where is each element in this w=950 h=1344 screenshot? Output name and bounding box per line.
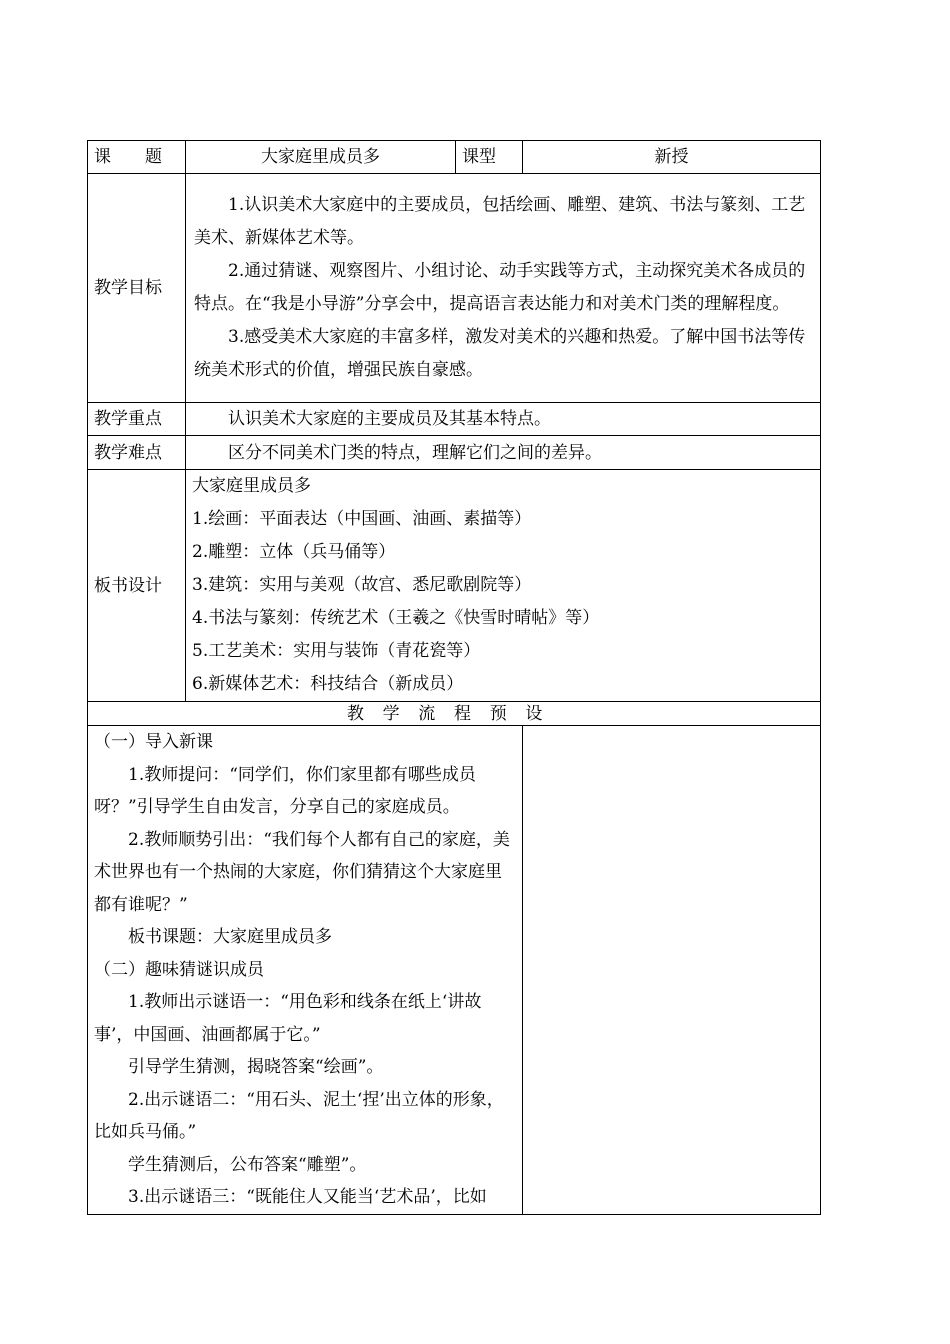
board-line: 5.工艺美术：实用与装饰（青花瓷等） bbox=[192, 641, 481, 661]
process-title: 教学流程预设 bbox=[346, 703, 562, 724]
process-notes-column bbox=[523, 726, 821, 1215]
board-row bbox=[88, 470, 821, 702]
difficulties-row bbox=[88, 436, 821, 470]
lesson-type-label: 课型 bbox=[456, 141, 523, 174]
lesson-type-value: 新授 bbox=[523, 141, 821, 174]
process-line: （一）导入新课 bbox=[94, 732, 213, 752]
board-line: 1.绘画：平面表达（中国画、油画、素描等） bbox=[192, 509, 532, 529]
board-line: 2.雕塑：立体（兵马俑等） bbox=[192, 542, 396, 562]
process-title-cell bbox=[88, 702, 821, 726]
topic-label: 课 题 bbox=[88, 141, 186, 174]
board-line: 3.建筑：实用与美观（故宫、悉尼歌剧院等） bbox=[192, 575, 532, 595]
key-points-content bbox=[186, 403, 821, 436]
objectives-row bbox=[88, 174, 821, 403]
key-points-label: 教学重点 bbox=[88, 403, 186, 436]
process-line: 学生猜测后，公布答案“雕塑”。 bbox=[128, 1154, 367, 1175]
objective-item: 1.认识美术大家庭中的主要成员，包括绘画、雕塑、建筑、书法与篆刻、工艺美术、新媒体艺术等。 bbox=[194, 195, 806, 248]
process-title-row bbox=[88, 702, 821, 726]
process-line: 1.教师提问：“同学们，你们家里都有哪些成员呀？”引导学生自由发言，分享自己的家庭成员。 bbox=[94, 764, 476, 817]
lesson-plan-table bbox=[87, 140, 821, 1215]
board-line: 大家庭里成员多 bbox=[192, 476, 311, 496]
process-content bbox=[88, 726, 523, 1215]
objective-item: 3.感受美术大家庭的丰富多样，激发对美术的兴趣和热爱。了解中国书法等传统美术形式的价值，增强民族自豪感。 bbox=[194, 327, 806, 380]
process-line: 1.教师出示谜语一：“用色彩和线条在纸上‘讲故事’，中国画、油画都属于它。” bbox=[94, 992, 482, 1045]
objective-item: 2.通过猜谜、观察图片、小组讨论、动手实践等方式，主动探究美术各成员的特点。在“我是小导游”分享会中，提高语言表达能力和对美术门类的理解程度。 bbox=[194, 261, 806, 314]
process-line: 板书课题：大家庭里成员多 bbox=[128, 927, 332, 947]
objectives-content bbox=[186, 174, 821, 403]
process-line: 3.出示谜语三：“既能住人又能当‘艺术品’，比如 bbox=[128, 1187, 487, 1207]
board-line: 6.新媒体艺术：科技结合（新成员） bbox=[192, 674, 464, 694]
difficulties-label: 教学难点 bbox=[88, 436, 186, 470]
process-line: 2.教师顺势引出：“我们每个人都有自己的家庭，美术世界也有一个热闹的大家庭，你们猜猜这个大家庭里都有谁呢？” bbox=[94, 829, 510, 915]
process-line: 引导学生猜测，揭晓答案“绘画”。 bbox=[128, 1057, 384, 1077]
difficulties-content bbox=[186, 436, 821, 470]
header-row bbox=[88, 141, 821, 174]
objectives-label: 教学目标 bbox=[88, 174, 186, 403]
process-line: 2.出示谜语二：“用石头、泥土‘捏’出立体的形象，比如兵马俑。” bbox=[94, 1089, 504, 1142]
key-points-row bbox=[88, 403, 821, 436]
board-label: 板书设计 bbox=[88, 470, 186, 702]
board-content bbox=[186, 470, 821, 702]
board-line: 4.书法与篆刻：传统艺术（王羲之《快雪时晴帖》等） bbox=[192, 608, 600, 628]
process-line: （二）趣味猜谜识成员 bbox=[94, 959, 264, 980]
process-row bbox=[88, 726, 821, 1215]
difficulties-text: 区分不同美术门类的特点，理解它们之间的差异。 bbox=[228, 442, 602, 463]
key-points-text: 认识美术大家庭的主要成员及其基本特点。 bbox=[228, 409, 551, 429]
topic-value: 大家庭里成员多 bbox=[186, 141, 456, 174]
